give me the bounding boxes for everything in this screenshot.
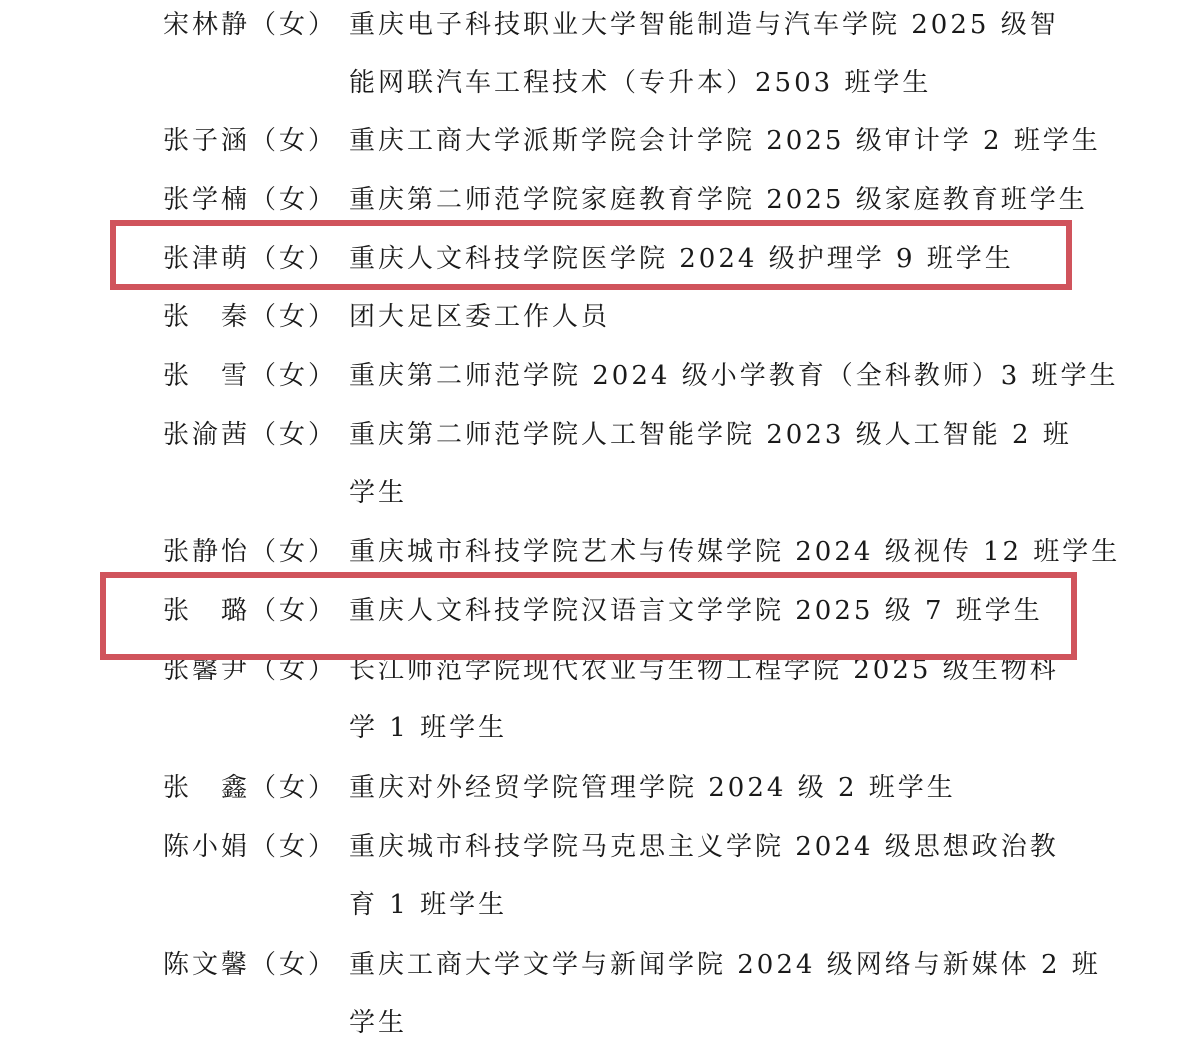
- person-description: 重庆人文科技学院医学院 2024 级护理学 9 班学生: [349, 244, 1014, 274]
- person-name: 张 鑫（女）: [163, 773, 338, 803]
- entry-line: [0, 230, 1179, 288]
- entry-line: [0, 876, 1179, 934]
- person-description: 学生: [349, 1008, 408, 1038]
- person-description: 重庆第二师范学院家庭教育学院 2025 级家庭教育班学生: [349, 185, 1088, 215]
- person-description: 重庆电子科技职业大学智能制造与汽车学院 2025 级智: [349, 10, 1059, 40]
- entry-line: [0, 759, 1179, 817]
- person-name: 宋林静（女）: [163, 10, 338, 40]
- person-name: 陈小娟（女）: [163, 832, 338, 862]
- person-description: 重庆城市科技学院艺术与传媒学院 2024 级视传 12 班学生: [349, 537, 1121, 567]
- person-description: 团大足区委工作人员: [349, 302, 611, 332]
- person-description: 重庆对外经贸学院管理学院 2024 级 2 班学生: [349, 773, 956, 803]
- entry-line: [0, 582, 1179, 640]
- person-name: 张渝茜（女）: [163, 420, 338, 450]
- person-name: 张 璐（女）: [163, 596, 338, 626]
- person-description: 学生: [349, 478, 408, 508]
- person-description: 重庆第二师范学院 2024 级小学教育（全科教师）3 班学生: [349, 361, 1119, 391]
- person-description: 重庆人文科技学院汉语言文学学院 2025 级 7 班学生: [349, 596, 1043, 626]
- entry-line: [0, 464, 1179, 522]
- person-name: 张津萌（女）: [163, 244, 338, 274]
- person-description: 能网联汽车工程技术（专升本）2503 班学生: [349, 68, 932, 98]
- person-description: 重庆工商大学派斯学院会计学院 2025 级审计学 2 班学生: [349, 126, 1101, 156]
- person-description: 重庆工商大学文学与新闻学院 2024 级网络与新媒体 2 班: [349, 950, 1101, 980]
- entry-line: [0, 406, 1179, 464]
- entry-line: [0, 699, 1179, 757]
- person-name: 陈文馨（女）: [163, 950, 338, 980]
- person-description: 学 1 班学生: [349, 713, 508, 743]
- entry-line: [0, 112, 1179, 170]
- entry-line: [0, 994, 1179, 1052]
- entry-line: [0, 54, 1179, 112]
- person-name: 张静怡（女）: [163, 537, 338, 567]
- entry-line: [0, 641, 1179, 699]
- person-description: 重庆城市科技学院马克思主义学院 2024 级思想政治教: [349, 832, 1059, 862]
- person-name: 张学楠（女）: [163, 185, 338, 215]
- person-description: 长江师范学院现代农业与生物工程学院 2025 级生物科: [349, 655, 1059, 685]
- person-name: 张子涵（女）: [163, 126, 338, 156]
- person-name: 张 秦（女）: [163, 302, 338, 332]
- person-name: 张 雪（女）: [163, 361, 338, 391]
- entry-line: [0, 288, 1179, 346]
- entry-line: [0, 523, 1179, 581]
- entry-line: [0, 936, 1179, 994]
- entry-line: [0, 818, 1179, 876]
- person-name: 张馨尹（女）: [163, 655, 338, 685]
- entry-line: [0, 347, 1179, 405]
- entry-line: [0, 171, 1179, 229]
- entry-line: [0, 0, 1179, 54]
- person-description: 育 1 班学生: [349, 890, 508, 920]
- person-description: 重庆第二师范学院人工智能学院 2023 级人工智能 2 班: [349, 420, 1072, 450]
